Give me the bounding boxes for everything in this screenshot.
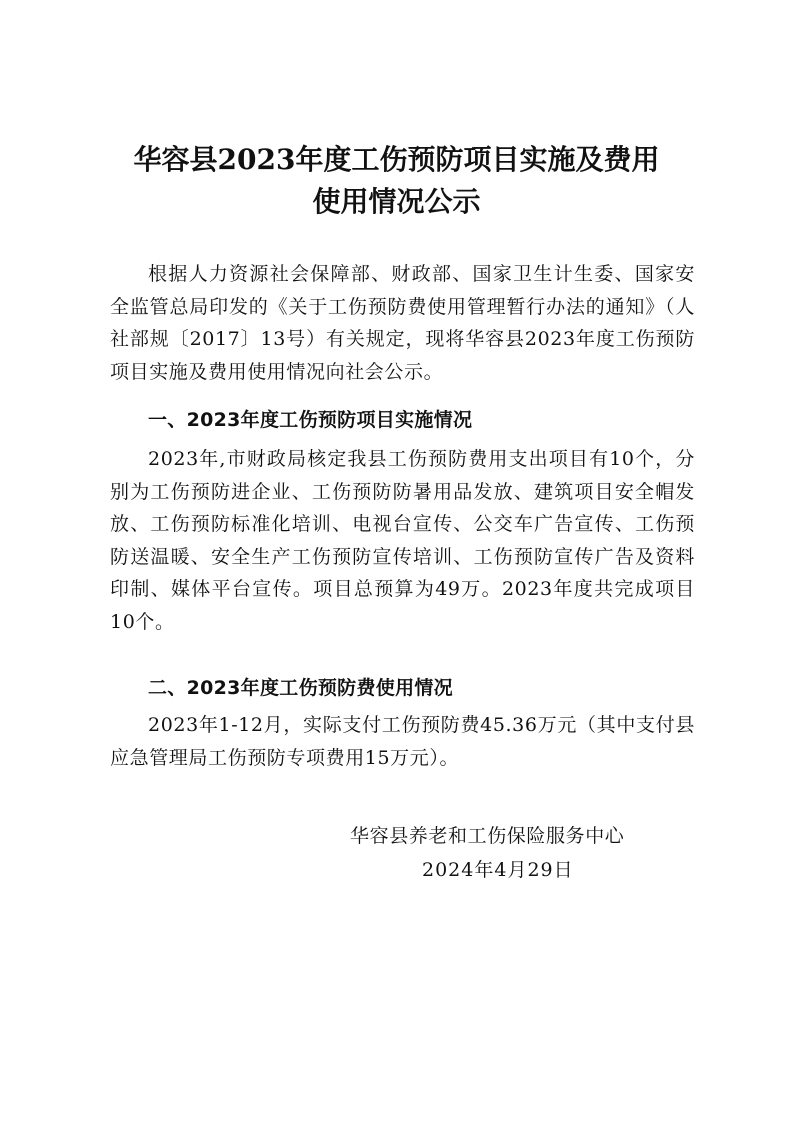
intro-paragraph: 根据人力资源社会保障部、财政部、国家卫生计生委、国家安全监管总局印发的《关于工伤预防费使用管理暂行办法的通知》（人社部规〔2017〕13号）有关规定，现将华容县2023年度工伤预防项目实施及费用使用情况向社会公示。 (110, 263, 695, 383)
signature-organization: 华容县养老和工伤保险服务中心 (350, 825, 625, 847)
section1-heading: 一、2023年度工伤预防项目实施情况 (148, 409, 473, 431)
signature-date: 2024年4月29日 (422, 859, 574, 881)
section1-paragraph: 2023年,市财政局核定我县工伤预防费用支出项目有10个，分别为工伤预防进企业、工伤预防防暑用品发放、建筑项目安全帽发放、工伤预防标准化培训、电视台宣传、公交车广告宣传、工伤预防送温暖、安全生产工伤预防宣传培训、工伤预防宣传广告及资料印制、媒体平台宣传。项目总预算为49万。2023年度共完成项目10个。 (110, 448, 695, 633)
section2-paragraph: 2023年1-12月，实际支付工伤预防费45.36万元（其中支付县应急管理局工伤预防专项费用15万元）。 (110, 714, 695, 769)
document-title-line1: 华容县2023年度工伤预防项目实施及费用 (133, 143, 660, 176)
document-title-line2: 使用情况公示 (312, 185, 481, 218)
section2-heading: 二、2023年度工伤预防费使用情况 (148, 677, 453, 699)
